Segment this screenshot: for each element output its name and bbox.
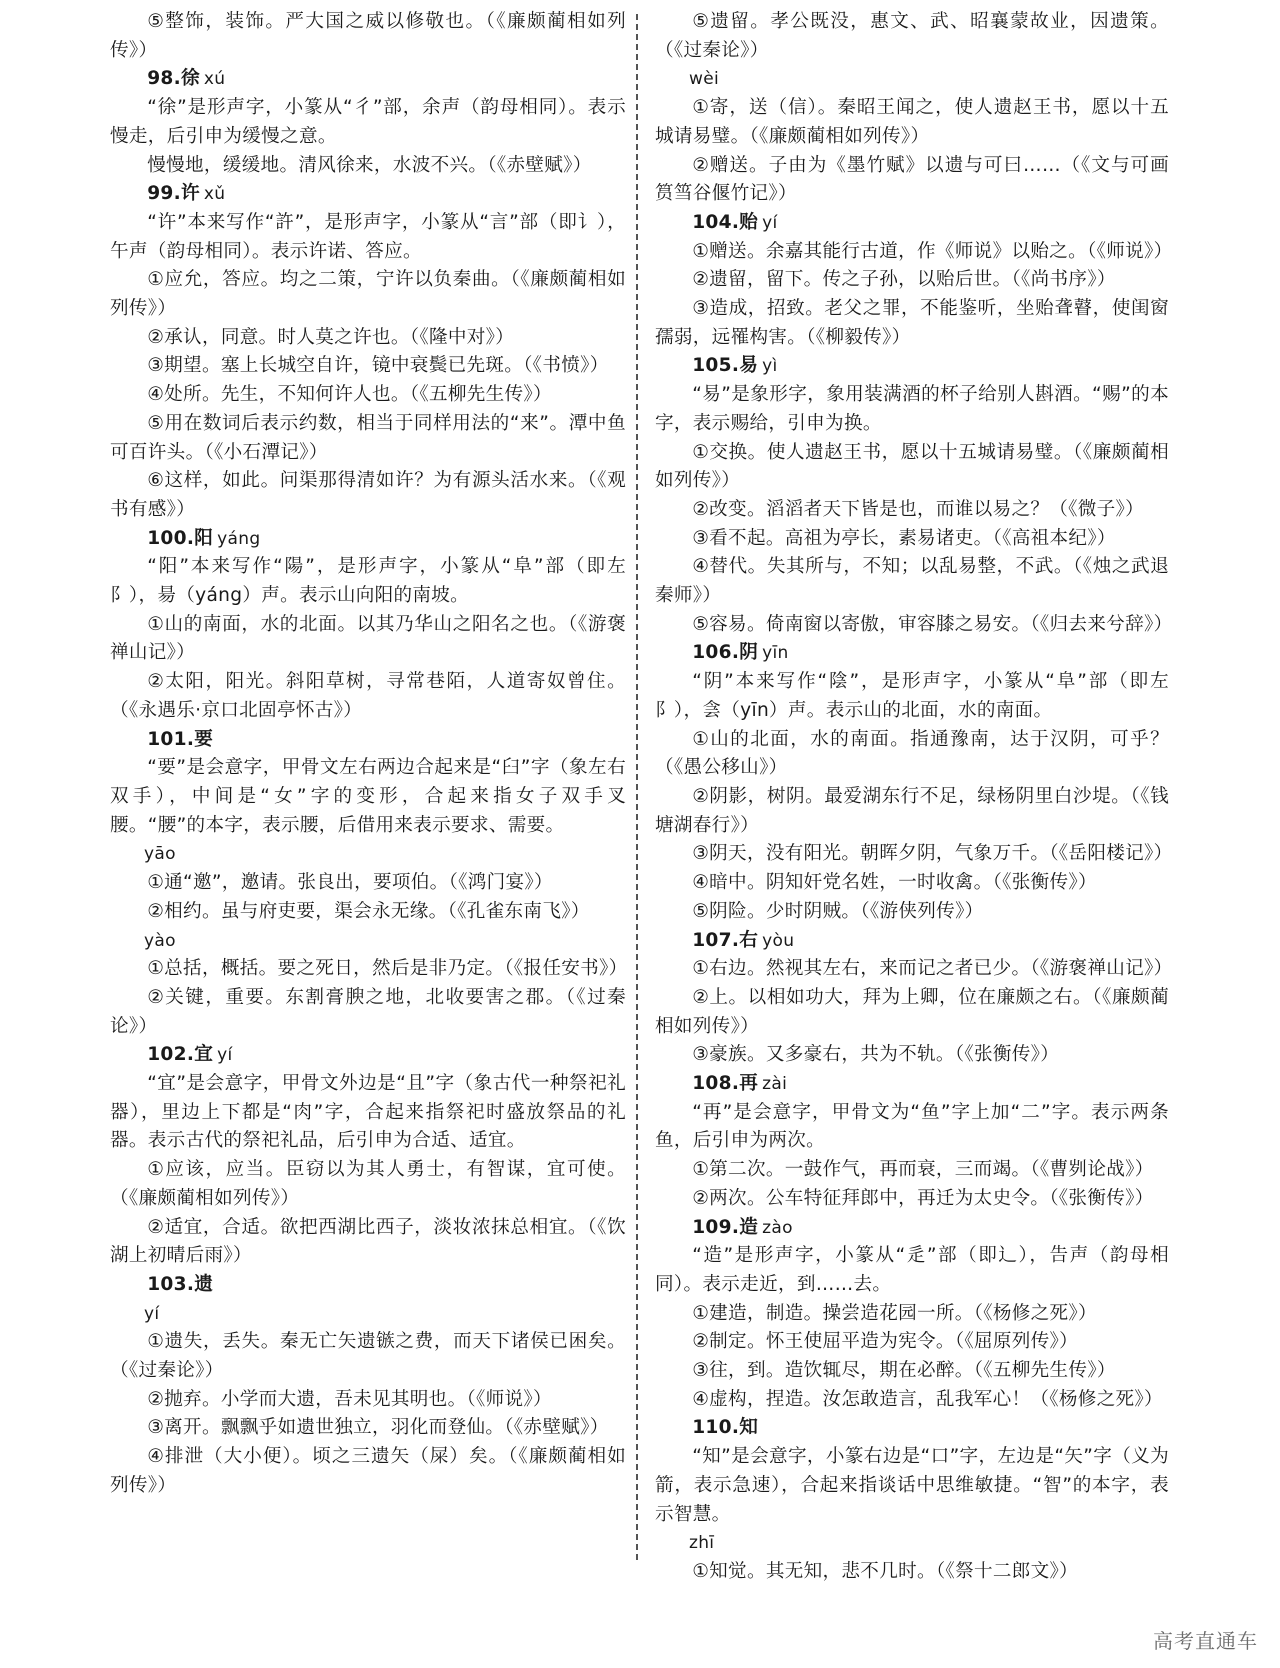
entry-number: 105.易 [692, 355, 759, 377]
column-divider [636, 14, 638, 1560]
entry-heading [655, 209, 1169, 238]
entry-pinyin: xú [203, 69, 226, 90]
entry-pinyin: yí [762, 212, 778, 233]
definition-paragraph: ①应允，答应。均之二策，宁许以负秦曲。（《廉颇蔺相如列传》） [110, 269, 626, 320]
definition-paragraph: ①通“邀”，邀请。张良出，要项伯。（《鸿门宴》） [147, 872, 553, 894]
entry-heading [655, 1214, 1169, 1243]
definition-paragraph: ②遗留，留下。传之子孙，以贻后世。（《尚书序》） [692, 269, 1116, 291]
definition-paragraph: “阴”本来写作“陰”，是形声字，小篆从“阜”部（即左阝），侌（yīn）声。表示山的北面，水的南面。 [655, 671, 1169, 721]
entry-heading [110, 726, 626, 755]
definition-paragraph: ④替代。失其所与，不知；以乱易整，不武。（《烛之武退秦师》） [655, 556, 1169, 607]
entry-pinyin: yí [217, 1045, 233, 1066]
definition-paragraph: “要”是会意字，甲骨文左右两边合起来是“臼”字（象左右双手），中间是“女”字的变形，合起来指女子双手叉腰。“腰”的本字，表示腰，后借用来表示要求、需要。 [110, 757, 626, 836]
definition-paragraph: ①右边。然视其左右，来而记之者已少。（《游褒禅山记》） [692, 958, 1173, 980]
definition-paragraph: ②承认，同意。时人莫之许也。（《隆中对》） [147, 326, 515, 348]
definition-paragraph: ①山的北面，水的南面。指通豫南，达于汉阴，可乎？（《愚公移山》） [655, 728, 1169, 779]
definition-paragraph: ③离开。飘飘乎如遗世独立，羽化而登仙。（《赤壁赋》） [147, 1417, 609, 1439]
definition-paragraph: ②相约。虽与府吏要，渠会永无缘。（《孔雀东南飞》） [147, 900, 590, 922]
definition-paragraph: ④排泄（大小便）。顷之三遗矢（屎）矣。（《廉颇蔺相如列传》） [110, 1446, 626, 1496]
reading-pinyin: wèi [689, 69, 719, 90]
entry-heading [110, 180, 626, 209]
definition-paragraph: ③造成，招致。老父之罪，不能鉴听，坐贻聋瞽，使闺窗孺弱，远罹构害。（《柳毅传》） [655, 298, 1169, 348]
definition-paragraph: “徐”是形声字，小篆从“彳”部，余声（韵母相同）。表示慢走，后引申为缓慢之意。 [110, 97, 626, 147]
entry-heading [110, 65, 626, 94]
entry-number: 109.造 [692, 1216, 759, 1238]
definition-paragraph: ①知觉。其无知，悲不几时。（《祭十二郎文》） [692, 1560, 1079, 1582]
definition-paragraph: ⑥这样，如此。问渠那得清如许？为有源头活水来。（《观书有感》） [110, 470, 626, 520]
entry-number: 108.再 [692, 1073, 759, 1095]
definition-paragraph: ②制定。怀王使屈平造为宪令。（《屈原列传》） [692, 1331, 1079, 1353]
definition-paragraph: ⑤阴险。少时阴贼。（《游侠列传》） [692, 900, 984, 922]
definition-paragraph: ④暗中。阴知奸党名姓，一时收禽。（《张衡传》） [692, 872, 1097, 894]
definition-paragraph: “再”是会意字，甲骨文为“鱼”字上加“二”字。表示两条鱼，后引申为两次。 [655, 1101, 1169, 1152]
definition-paragraph: ①赠送。余嘉其能行古道，作《师说》以贻之。（《师说》） [692, 240, 1173, 262]
entry-number: 102.宜 [147, 1044, 214, 1066]
definition-paragraph: ②上。以相如功大，拜为上卿，位在廉颇之右。（《廉颇蔺相如列传》） [655, 986, 1169, 1037]
entry-number: 107.右 [692, 929, 759, 951]
entry-number: 110.知 [692, 1417, 759, 1439]
definition-paragraph: ②关键，重要。东割膏腴之地，北收要害之郡。（《过秦论》） [110, 986, 626, 1037]
entry-pinyin: yīn [762, 643, 789, 664]
definition-paragraph: 慢慢地，缓缓地。清风徐来，水波不兴。（《赤壁赋》） [147, 154, 592, 176]
entry-number: 100.阳 [147, 527, 214, 549]
entry-number: 106.阴 [692, 642, 759, 664]
entry-pinyin: yì [762, 356, 778, 377]
definition-paragraph: ①遗失，丢失。秦无亡矢遗镞之费，而天下诸侯已困矣。（《过秦论》） [110, 1331, 626, 1382]
entry-heading [110, 525, 626, 554]
definition-paragraph: ③期望。塞上长城空自许，镜中衰鬓已先斑。（《书愤》） [147, 355, 609, 377]
entry-number: 98.徐 [147, 68, 200, 90]
definition-paragraph: ④虚构，捏造。汝怎敢造言，乱我军心！（《杨修之死》） [692, 1388, 1163, 1410]
entry-pinyin: zào [762, 1217, 793, 1238]
definition-paragraph: ⑤整饰，装饰。严大国之威以修敬也。（《廉颇蔺相如列传》） [110, 11, 626, 61]
definition-paragraph: ②改变。滔滔者天下皆是也，而谁以易之？（《微子》） [692, 498, 1145, 520]
entry-heading [655, 1070, 1169, 1099]
definition-paragraph: ⑤遗留。孝公既没，惠文、武、昭襄蒙故业，因遗策。（《过秦论》） [655, 11, 1169, 61]
entry-heading [110, 1271, 626, 1300]
entry-heading [655, 639, 1169, 668]
definition-paragraph: “知”是会意字，小篆右边是“口”字，左边是“矢”字（义为箭，表示急速），合起来指谈话中思维敏捷。“智”的本字，表示智慧。 [655, 1446, 1169, 1525]
reading-pinyin: zhī [689, 1533, 715, 1554]
entry-heading [655, 1414, 1169, 1443]
definition-paragraph: ②阴影，树阴。最爱湖东行不足，绿杨阴里白沙堤。（《钱塘湖春行》） [655, 785, 1169, 836]
entry-pinyin: zài [762, 1074, 788, 1095]
definition-paragraph: ③豪族。又多豪右，共为不轨。（《张衡传》） [692, 1044, 1060, 1066]
definition-paragraph: ①总括，概括。要之死日，然后是非乃定。（《报任安书》） [147, 958, 628, 980]
definition-paragraph: ②太阳，阳光。斜阳草树，寻常巷陌，人道寄奴曾住。（《永遇乐·京口北固亭怀古》） [110, 671, 626, 721]
entry-heading [110, 1041, 626, 1070]
definition-paragraph: ③往，到。造饮辄尽，期在必醉。（《五柳先生传》） [692, 1360, 1116, 1382]
entry-pinyin: yáng [217, 528, 261, 549]
definition-paragraph: ②两次。公车特征拜郎中，再迁为太史令。（《张衡传》） [692, 1187, 1154, 1209]
watermark-text: 高考直通车 [1153, 1629, 1258, 1653]
definition-paragraph: “阳”本来写作“陽”，是形声字，小篆从“阜”部（即左阝），昜（yáng）声。表示山向阳的南坡。 [110, 556, 626, 607]
right-column [655, 8, 1173, 1587]
entry-number: 101.要 [147, 728, 214, 750]
definition-paragraph: ①寄，送（信）。秦昭王闻之，使人遗赵王书，愿以十五城请易璧。（《廉颇蔺相如列传》） [655, 97, 1169, 147]
entry-number: 104.贻 [692, 211, 759, 233]
definition-paragraph: “宜”是会意字，甲骨文外边是“且”字（象古代一种祭祀礼器），里边上下都是“肉”字，合起来指祭祀时盛放祭品的礼器。表示古代的祭祀礼品，后引申为合适、适宜。 [110, 1073, 626, 1152]
definition-paragraph: ②抛弃。小学而大遗，吾未见其明也。（《师说》） [147, 1388, 552, 1410]
definition-paragraph: ①第二次。一鼓作气，再而衰，三而竭。（《曹刿论战》） [692, 1159, 1154, 1181]
definition-paragraph: ③看不起。高祖为亭长，素易诸吏。（《高祖本纪》） [692, 527, 1116, 549]
definition-paragraph: ①应该，应当。臣窃以为其人勇士，有智谋，宜可使。（《廉颇蔺相如列传》） [110, 1159, 626, 1209]
entry-heading [655, 927, 1169, 956]
reading-pinyin: yāo [144, 844, 176, 865]
definition-paragraph: ④处所。先生，不知何许人也。（《五柳先生传》） [147, 384, 552, 406]
entry-number: 103.遗 [147, 1273, 214, 1295]
definition-paragraph: ①交换。使人遗赵王书，愿以十五城请易璧。（《廉颇蔺相如列传》） [655, 441, 1169, 492]
entry-heading [655, 352, 1169, 381]
definition-paragraph: ②赠送。子由为《墨竹赋》以遗与可曰……（《文与可画筼筜谷偃竹记》） [655, 154, 1169, 205]
definition-paragraph: ②适宜，合适。欲把西湖比西子，淡妆浓抹总相宜。（《饮湖上初晴后雨》） [110, 1216, 626, 1267]
reading-pinyin: yào [144, 930, 176, 951]
entry-pinyin: yòu [762, 930, 795, 951]
definition-paragraph: “易”是象形字，象用装满酒的杯子给别人斟酒。“赐”的本字，表示赐给，引申为换。 [655, 384, 1169, 434]
definition-paragraph: ⑤用在数词后表示约数，相当于同样用法的“来”。潭中鱼可百许头。（《小石潭记》） [110, 412, 626, 463]
definition-paragraph: “造”是形声字，小篆从“辵”部（即辶），告声（韵母相同）。表示走近，到……去。 [655, 1245, 1169, 1295]
definition-paragraph: “许”本来写作“許”，是形声字，小篆从“言”部（即讠），午声（韵母相同）。表示许诺、答应。 [110, 211, 626, 262]
definition-paragraph: ③阴天，没有阳光。朝晖夕阴，气象万千。（《岳阳楼记》） [692, 843, 1173, 865]
definition-paragraph: ①山的南面，水的北面。以其乃华山之阳名之也。（《游褒禅山记》） [110, 613, 626, 664]
left-column [110, 8, 626, 1501]
entry-pinyin: xǔ [203, 184, 226, 205]
definition-paragraph: ⑤容易。倚南窗以寄傲，审容膝之易安。（《归去来兮辞》） [692, 613, 1173, 635]
entry-number: 99.许 [147, 183, 200, 205]
reading-pinyin: yí [144, 1303, 160, 1324]
definition-paragraph: ①建造，制造。操尝造花园一所。（《杨修之死》） [692, 1302, 1097, 1324]
